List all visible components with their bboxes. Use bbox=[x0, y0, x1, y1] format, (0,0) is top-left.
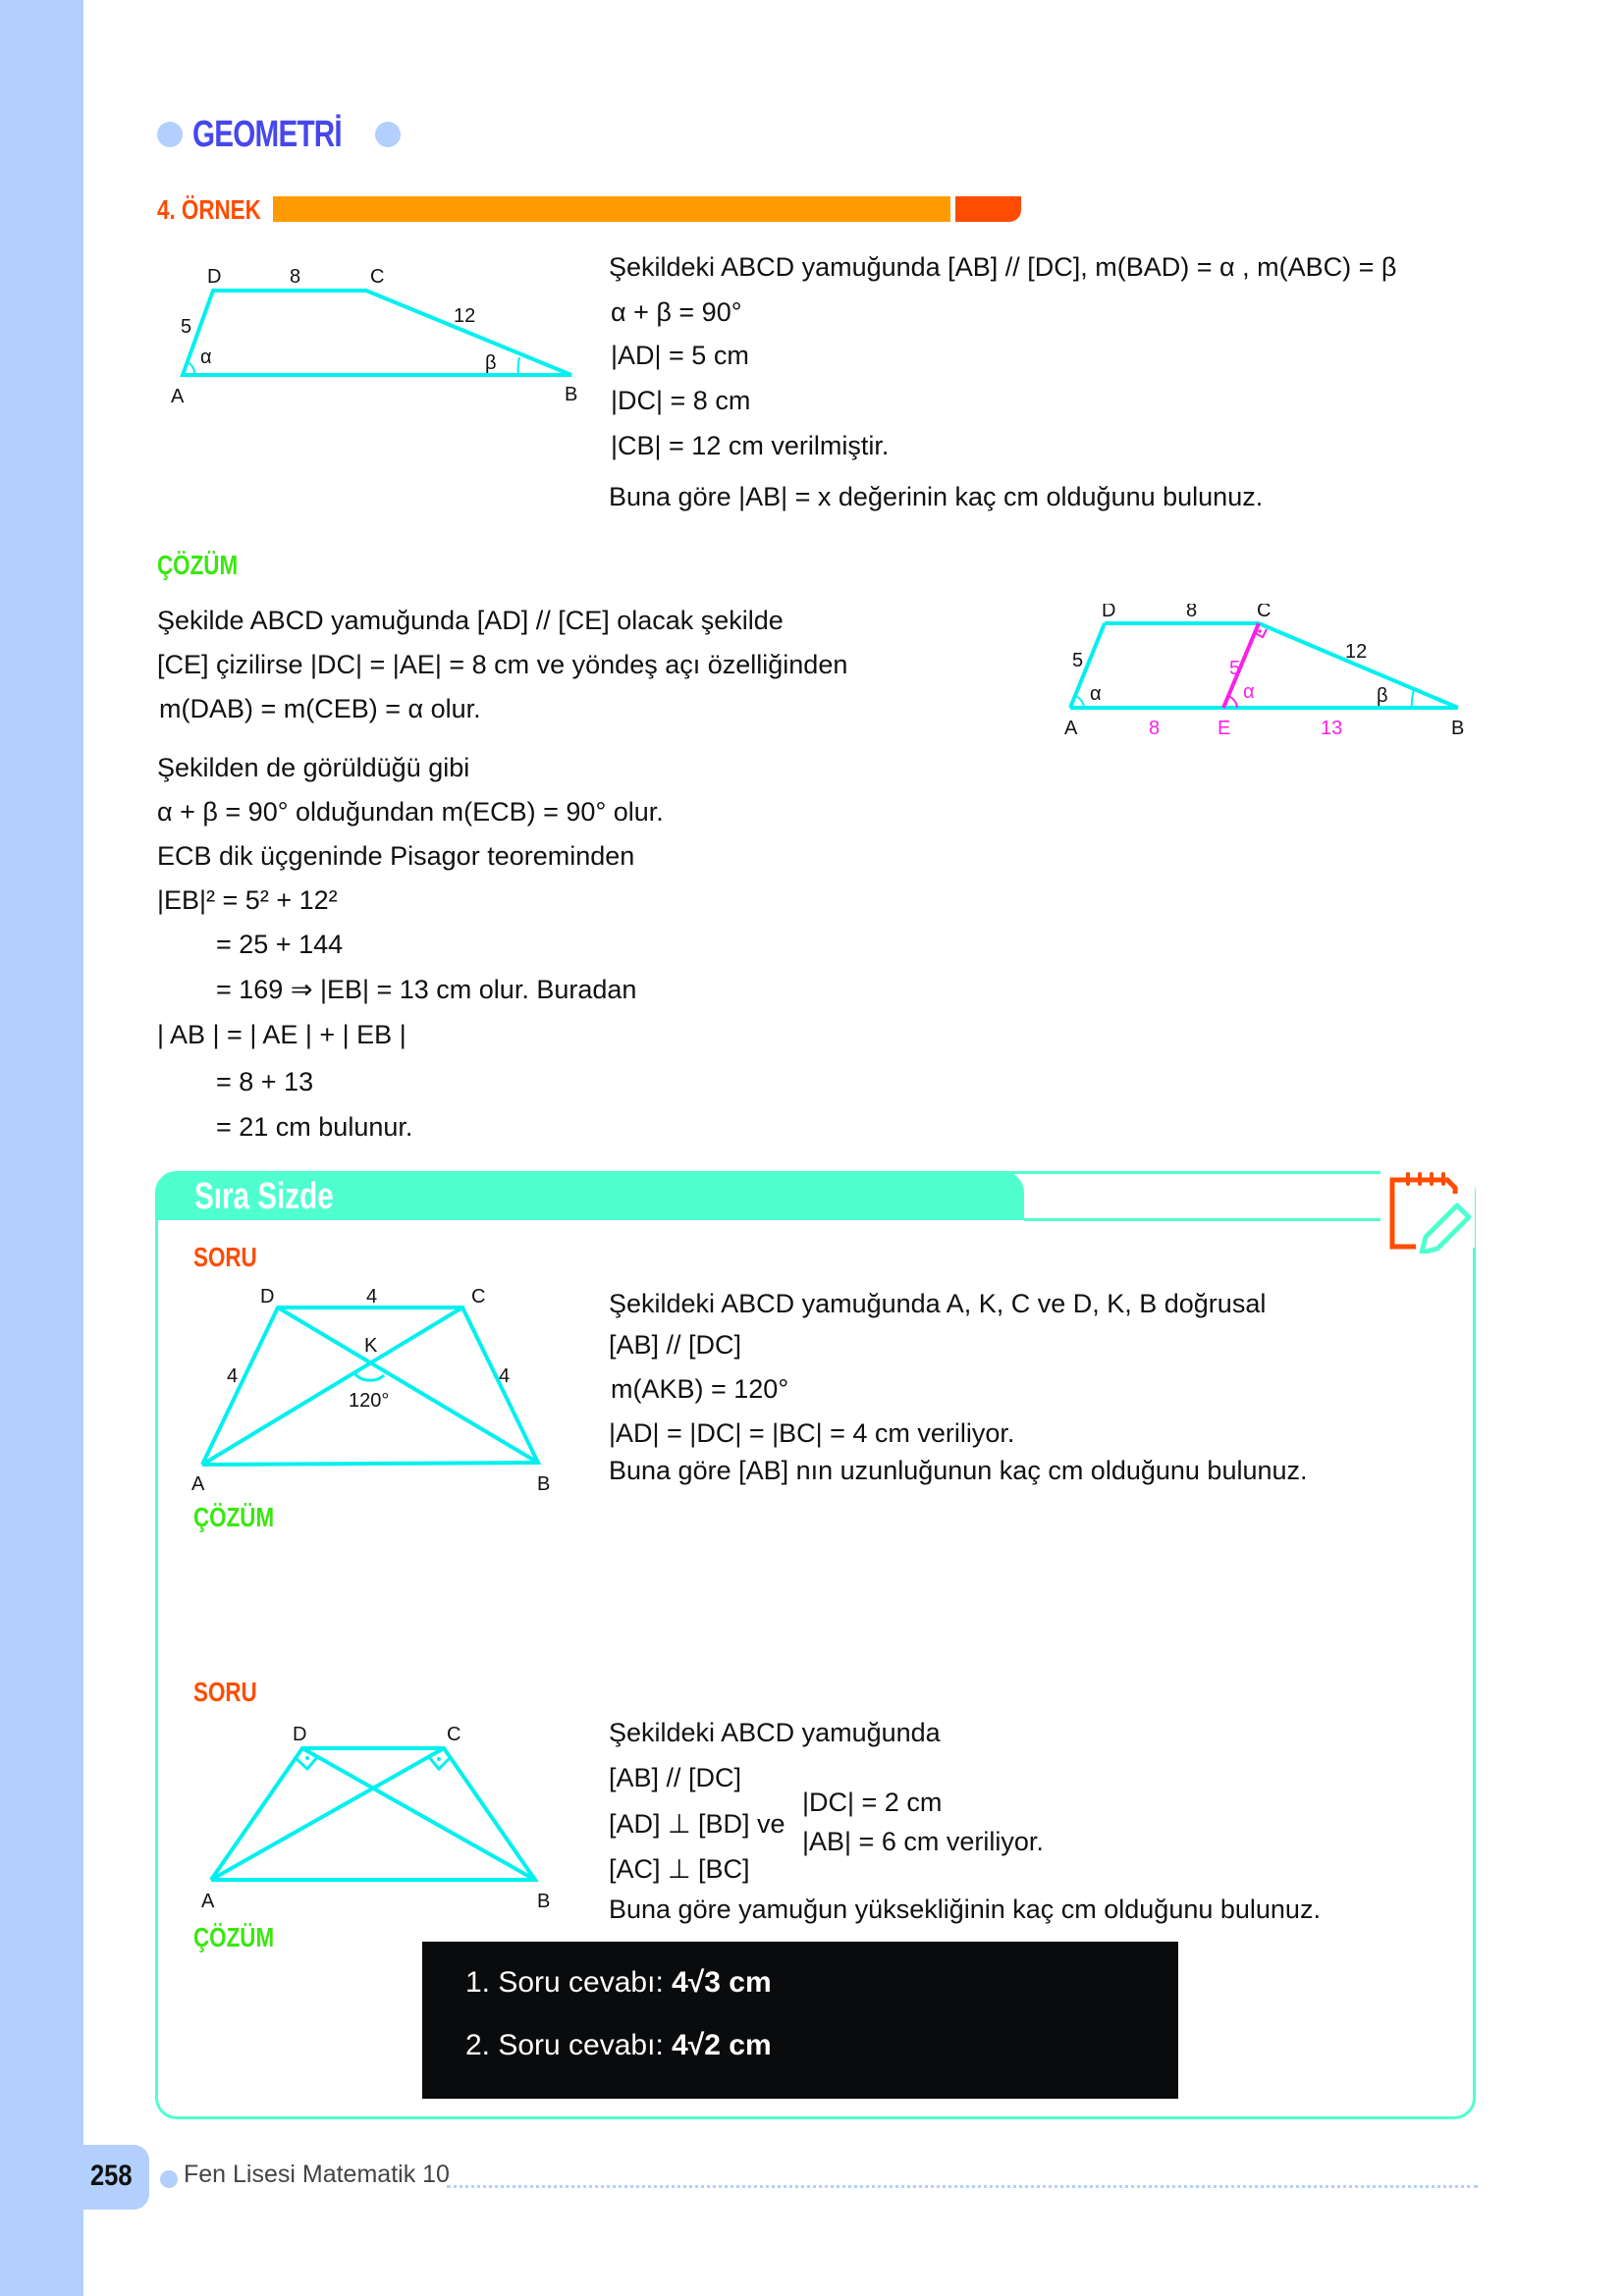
question-1-line-1: Şekildeki ABCD yamuğunda A, K, C ve D, K, B doğrusal bbox=[609, 1289, 1267, 1318]
example-header-tab bbox=[955, 196, 1021, 222]
side-dc-label: 8 bbox=[1186, 604, 1198, 621]
vertex-a-label: A bbox=[171, 386, 185, 407]
question-2-label: SORU bbox=[193, 1677, 257, 1707]
side-ad-label: 4 bbox=[227, 1365, 239, 1387]
vertex-d-label: D bbox=[293, 1724, 307, 1745]
angle-beta-label: β bbox=[1377, 685, 1388, 707]
sira-sizde-title: Sıra Sizde bbox=[194, 1176, 334, 1217]
solution-line-6: ECB dik üçgeninde Pisagor teoreminden bbox=[157, 841, 635, 871]
question-1-line-2: [AB] // [DC] bbox=[609, 1330, 742, 1360]
side-cb-label: 12 bbox=[1345, 641, 1368, 663]
vertex-c-label: C bbox=[471, 1286, 486, 1308]
question-1-label: SORU bbox=[193, 1242, 257, 1272]
side-bc-label: 4 bbox=[499, 1365, 511, 1387]
vertex-d-label: D bbox=[260, 1286, 275, 1308]
solution-line-10: | AB | = | AE | + | EB | bbox=[157, 1020, 406, 1049]
vertex-a-label: A bbox=[191, 1473, 205, 1495]
chapter-title: GEOMETRİ bbox=[192, 113, 342, 155]
question-1-question: Buna göre [AB] nın uzunluğunun kaç cm olduğunu bulunuz. bbox=[609, 1456, 1308, 1485]
vertex-a-label: A bbox=[201, 1891, 215, 1912]
chapter-header bbox=[157, 110, 401, 159]
side-ad-label: 5 bbox=[181, 316, 192, 338]
answer-1-prefix: 1. Soru cevabı: bbox=[465, 1966, 673, 1999]
angle-akb-label: 120° bbox=[349, 1390, 390, 1412]
page-sidebar-strip bbox=[0, 0, 83, 2296]
question-1-line-3: m(AKB) = 120° bbox=[611, 1374, 789, 1404]
solution-line-9: = 169 ⇒ |EB| = 13 cm olur. Buradan bbox=[216, 975, 637, 1004]
answer-key-box bbox=[422, 1942, 1178, 2099]
answer-2 bbox=[465, 2029, 772, 2062]
solution-line-12: = 21 cm bulunur. bbox=[216, 1112, 413, 1142]
vertex-d-label: D bbox=[1102, 604, 1116, 621]
side-cb-label: 12 bbox=[454, 305, 476, 327]
footer-dotted-rule bbox=[447, 2185, 1478, 2188]
vertex-c-label: C bbox=[1257, 604, 1272, 621]
segment-eb-label: 13 bbox=[1321, 718, 1343, 739]
bullet-dot-icon bbox=[375, 122, 401, 147]
vertex-e-label: E bbox=[1218, 718, 1231, 739]
answer-1 bbox=[465, 1966, 772, 2000]
solution-line-2: [CE] çizilirse |DC| = |AE| = 8 cm ve yöndeş açı özelliğinden bbox=[157, 650, 848, 679]
solution-line-3: m(DAB) = m(CEB) = α olur. bbox=[159, 694, 481, 723]
segment-ae-label: 8 bbox=[1149, 718, 1161, 739]
vertex-d-label: D bbox=[207, 266, 222, 288]
bullet-dot-icon bbox=[160, 2170, 178, 2188]
sira-sizde-header-rule bbox=[1024, 1218, 1392, 1221]
point-k-label: K bbox=[364, 1335, 378, 1357]
angle-alpha-label: α bbox=[200, 347, 212, 368]
solution-line-1: Şekilde ABCD yamuğunda [AD] // [CE] olacak şekilde bbox=[157, 606, 784, 635]
question-2-question: Buna göre yamuğun yüksekliğinin kaç cm olduğunu bulunuz. bbox=[609, 1895, 1321, 1924]
question-1-figure bbox=[191, 1281, 565, 1497]
solution-trapezoid-figure bbox=[1060, 604, 1492, 751]
answer-2-prefix: 2. Soru cevabı: bbox=[465, 2029, 673, 2061]
book-title: Fen Lisesi Matematik 10 bbox=[184, 2161, 450, 2188]
vertex-b-label: B bbox=[565, 384, 578, 405]
question-2-dc-value: |DC| = 2 cm bbox=[802, 1788, 943, 1817]
example-label: 4. ÖRNEK bbox=[157, 194, 261, 225]
vertex-a-label: A bbox=[1064, 718, 1078, 739]
solution-line-7: |EB|² = 5² + 12² bbox=[157, 885, 338, 915]
question-1-solution-label: ÇÖZÜM bbox=[193, 1502, 275, 1532]
angle-alpha-a-label: α bbox=[1090, 683, 1102, 705]
example-header-bar bbox=[273, 196, 950, 222]
notebook-pencil-icon bbox=[1386, 1170, 1480, 1254]
vertex-c-label: C bbox=[447, 1724, 461, 1745]
question-2-line-3: [AD] ⊥ [BD] ve bbox=[609, 1809, 785, 1839]
question-2-ab-value: |AB| = 6 cm veriliyor. bbox=[802, 1827, 1044, 1856]
bullet-dot-icon bbox=[157, 122, 183, 147]
solution-line-11: = 8 + 13 bbox=[216, 1067, 314, 1096]
question-2-line-1: Şekildeki ABCD yamuğunda bbox=[609, 1718, 941, 1747]
vertex-b-label: B bbox=[537, 1891, 551, 1912]
solution-line-5: α + β = 90° olduğundan m(ECB) = 90° olur. bbox=[157, 797, 664, 827]
example-line-3: |AD| = 5 cm bbox=[611, 341, 749, 370]
example-trapezoid-figure bbox=[167, 257, 589, 414]
question-2-solution-label: ÇÖZÜM bbox=[193, 1922, 275, 1952]
question-1-line-4: |AD| = |DC| = |BC| = 4 cm veriliyor. bbox=[609, 1418, 1015, 1448]
question-2-figure bbox=[191, 1713, 565, 1914]
side-dc-label: 4 bbox=[366, 1286, 378, 1308]
example-line-5: |CB| = 12 cm verilmiştir. bbox=[611, 431, 890, 460]
vertex-b-label: B bbox=[1451, 718, 1465, 739]
example-line-2: α + β = 90° bbox=[611, 297, 742, 327]
question-2-line-2: [AB] // [DC] bbox=[609, 1763, 742, 1792]
question-2-line-4: [AC] ⊥ [BC] bbox=[609, 1854, 750, 1884]
side-ce-label: 5 bbox=[1229, 658, 1241, 679]
example-line-1: Şekildeki ABCD yamuğunda [AB] // [DC], m(BAD) = α , m(ABC) = β bbox=[609, 252, 1397, 282]
side-ad-label: 5 bbox=[1072, 650, 1084, 671]
answer-1-value: 4√3 cm bbox=[672, 1966, 772, 1999]
side-dc-label: 8 bbox=[290, 266, 301, 288]
page-number: 258 bbox=[90, 2160, 133, 2192]
vertex-b-label: B bbox=[537, 1473, 551, 1495]
vertex-c-label: C bbox=[370, 266, 385, 288]
solution-line-4: Şekilden de görüldüğü gibi bbox=[157, 753, 470, 782]
solution-label: ÇÖZÜM bbox=[157, 550, 239, 580]
angle-alpha-e-label: α bbox=[1243, 681, 1255, 703]
answer-2-value: 4√2 cm bbox=[672, 2029, 772, 2061]
example-line-4: |DC| = 8 cm bbox=[611, 386, 751, 415]
angle-beta-label: β bbox=[485, 352, 497, 374]
example-question: Buna göre |AB| = x değerinin kaç cm olduğunu bulunuz. bbox=[609, 482, 1264, 511]
solution-line-8: = 25 + 144 bbox=[216, 930, 344, 959]
